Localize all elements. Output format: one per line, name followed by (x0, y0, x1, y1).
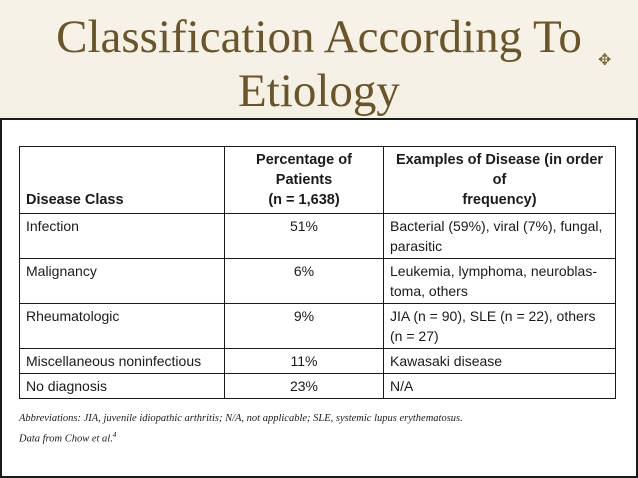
examples-cell: N/A (384, 374, 616, 399)
header-examples (384, 147, 616, 214)
header-percentage-line2: (n = 1,638) (268, 192, 340, 208)
disease-class-cell: Malignancy (20, 259, 225, 304)
percentage-cell: 51% (225, 214, 384, 259)
disease-class-cell: Infection (20, 214, 225, 259)
slide-bullet-icon: ✥ (598, 50, 612, 69)
header-examples-line1: Examples of Disease (in order of (395, 152, 604, 188)
header-examples-line2: frequency) (462, 192, 537, 208)
table-row (20, 214, 616, 259)
table-notes (19, 411, 619, 448)
disease-class-cell: Rheumatologic (20, 304, 225, 349)
table-row (20, 374, 616, 399)
table-row (20, 304, 616, 349)
examples-cell: Kawasaki disease (384, 349, 616, 374)
etiology-table (19, 146, 616, 399)
table-panel (0, 118, 638, 478)
source-text: Data from Chow et al. (19, 433, 113, 445)
abbreviations-note: Abbreviations: JIA, juvenile idiopathic arthritis; N/A, not applicable; SLE, systemic lupus erythematosus. (19, 413, 463, 424)
header-disease-class: Disease Class (20, 147, 225, 214)
percentage-cell: 11% (225, 349, 384, 374)
header-percentage (225, 147, 384, 214)
disease-class-cell: No diagnosis (20, 374, 225, 399)
table-row (20, 349, 616, 374)
percentage-cell: 9% (225, 304, 384, 349)
examples-cell: Bacterial (59%), viral (7%), fungal, parasitic (384, 214, 616, 259)
source-note (19, 427, 619, 448)
table-header-row (20, 147, 616, 214)
table-row (20, 259, 616, 304)
disease-class-cell: Miscellaneous noninfectious (20, 349, 225, 374)
percentage-cell: 23% (225, 374, 384, 399)
percentage-cell: 6% (225, 259, 384, 304)
examples-cell: Leukemia, lymphoma, neuroblas-toma, others (384, 259, 616, 304)
source-reference: 4 (112, 431, 117, 439)
header-percentage-line1: Percentage of Patients (256, 152, 352, 188)
slide-title: Classification According To Etiology (56, 11, 582, 117)
examples-cell: JIA (n = 90), SLE (n = 22), others (n = 27) (384, 304, 616, 349)
